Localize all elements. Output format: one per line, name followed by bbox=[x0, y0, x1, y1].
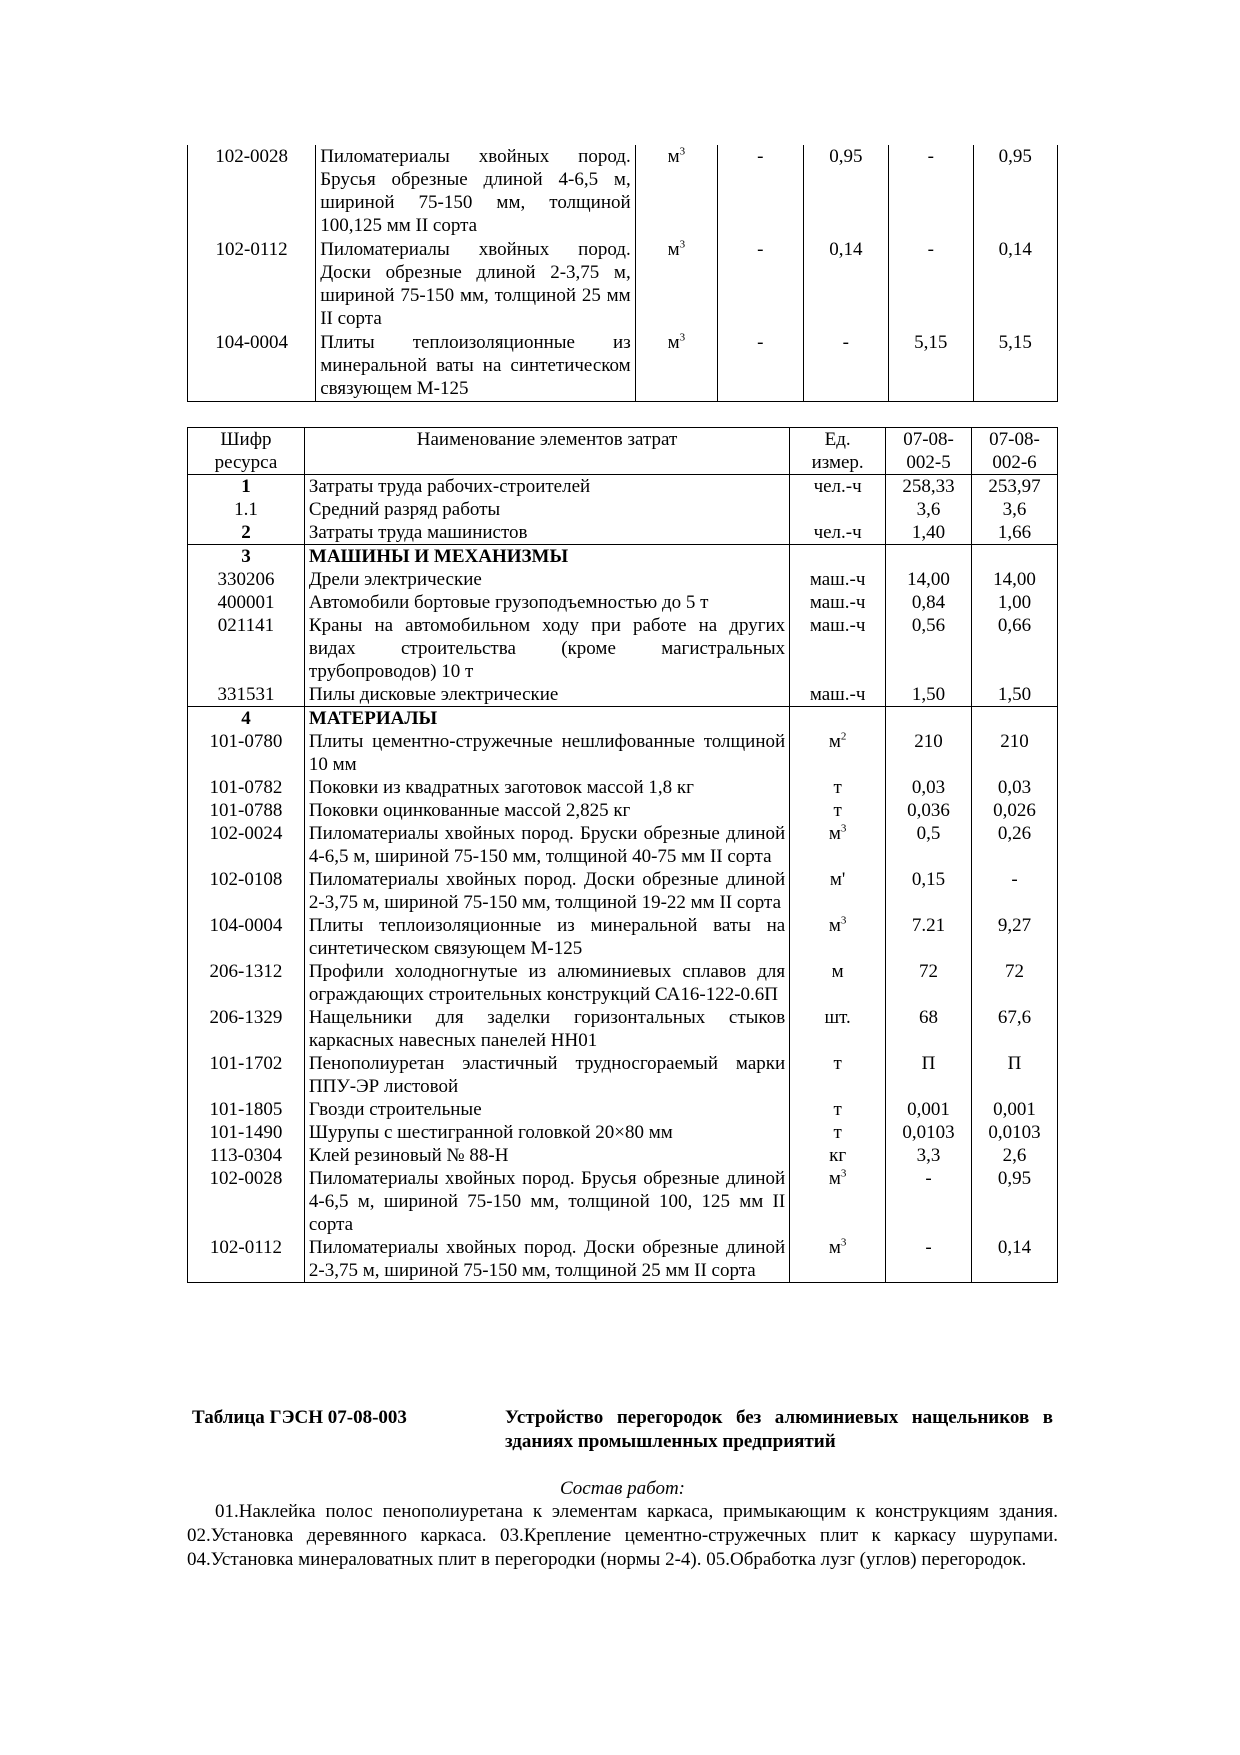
value: 253,97 bbox=[972, 475, 1058, 499]
value: 0,95 bbox=[973, 145, 1058, 238]
value: 0,0103 bbox=[972, 1121, 1058, 1144]
value: - bbox=[889, 238, 973, 331]
value: 0,5 bbox=[886, 822, 972, 868]
table-row bbox=[188, 960, 1058, 1006]
resource-code: 330206 bbox=[188, 568, 305, 591]
table-row bbox=[188, 1121, 1058, 1144]
table-row bbox=[188, 521, 1058, 545]
unit: $м^3$ bbox=[790, 822, 886, 868]
table-row bbox=[188, 568, 1058, 591]
unit: м bbox=[790, 960, 886, 1006]
resource-name: Дрели электрические bbox=[304, 568, 789, 591]
value: 9,27 bbox=[972, 914, 1058, 960]
value: - bbox=[718, 238, 803, 331]
resource-name: Затраты труда машинистов bbox=[304, 521, 789, 545]
table-row bbox=[188, 683, 1058, 707]
value: 0,84 bbox=[886, 591, 972, 614]
resource-name: Затраты труда рабочих-строителей bbox=[304, 475, 789, 499]
continuation-table bbox=[187, 145, 1058, 402]
unit: т bbox=[790, 1121, 886, 1144]
value: - bbox=[889, 145, 973, 238]
section-title: МАШИНЫ И МЕХАНИЗМЫ bbox=[304, 545, 789, 569]
value: 210 bbox=[886, 730, 972, 776]
value: 0,56 bbox=[886, 614, 972, 683]
value: 14,00 bbox=[886, 568, 972, 591]
value: 0,03 bbox=[972, 776, 1058, 799]
resource-table bbox=[187, 427, 1058, 1283]
table-row bbox=[188, 776, 1058, 799]
resource-name: Пиломатериалы хвойных пород. Доски обрезные длиной 2-3,75 м, шириной 75-150 мм, толщиной 25 мм II сорта bbox=[304, 1236, 789, 1283]
composition-text: 01.Наклейка полос пенополиуретана к элементам каркаса, примыкающим к конструкциям здания. 02.Установка деревянного каркаса. 03.Крепление цементно-стружечных плит к каркасу шурупами. 04.Установка минераловатных плит в перегородки (нормы 2-4). 05.Обработка лузг (углов) перегородок. bbox=[187, 1501, 1058, 1570]
table-code: Таблица ГЭСН 07-08-003 bbox=[192, 1407, 407, 1428]
table-row bbox=[188, 614, 1058, 683]
value: - bbox=[972, 868, 1058, 914]
value: 0,03 bbox=[886, 776, 972, 799]
unit: маш.-ч bbox=[790, 614, 886, 683]
value: 5,15 bbox=[889, 331, 973, 402]
value: 0,26 bbox=[972, 822, 1058, 868]
resource-code: 104-0004 bbox=[188, 331, 316, 402]
resource-name: Средний разряд работы bbox=[304, 498, 789, 521]
unit bbox=[790, 498, 886, 521]
value: - bbox=[886, 1236, 972, 1283]
unit: $м^3$ bbox=[635, 238, 717, 331]
resource-name: Плиты теплоизоляционные из минеральной ваты на синтетическом связующем М-125 bbox=[304, 914, 789, 960]
header-unit: Ед. измер. bbox=[790, 428, 886, 475]
table-row bbox=[188, 238, 1058, 331]
unit: кг bbox=[790, 1144, 886, 1167]
resource-name: Клей резиновый № 88-Н bbox=[304, 1144, 789, 1167]
table-row bbox=[188, 475, 1058, 499]
table-row bbox=[188, 1052, 1058, 1098]
value: 0,15 bbox=[886, 868, 972, 914]
table-row bbox=[188, 331, 1058, 402]
value: 0,001 bbox=[972, 1098, 1058, 1121]
header-code: Шифр ресурса bbox=[188, 428, 305, 475]
resource-code: 021141 bbox=[188, 614, 305, 683]
table-title: Устройство перегородок без алюминиевых нащельников в зданиях промышленных предприятий bbox=[505, 1407, 1053, 1452]
resource-name: Поковки из квадратных заготовок массой 1,8 кг bbox=[304, 776, 789, 799]
resource-code: 331531 bbox=[188, 683, 305, 707]
value: П bbox=[972, 1052, 1058, 1098]
table-row bbox=[188, 1167, 1058, 1236]
value: 1,00 bbox=[972, 591, 1058, 614]
unit: т bbox=[790, 1098, 886, 1121]
value: 72 bbox=[972, 960, 1058, 1006]
value: 0,66 bbox=[972, 614, 1058, 683]
unit: т bbox=[790, 1052, 886, 1098]
unit: т bbox=[790, 776, 886, 799]
unit: $м^2$ bbox=[790, 730, 886, 776]
resource-code: 400001 bbox=[188, 591, 305, 614]
resource-code: 101-1490 bbox=[188, 1121, 305, 1144]
resource-code: 1.1 bbox=[188, 498, 305, 521]
table-row bbox=[188, 868, 1058, 914]
value: 0,14 bbox=[972, 1236, 1058, 1283]
table-row bbox=[188, 1006, 1058, 1052]
header-col1: 07-08- 002-5 bbox=[886, 428, 972, 475]
table-row bbox=[188, 145, 1058, 238]
value: 2,6 bbox=[972, 1144, 1058, 1167]
section-code: 3 bbox=[188, 545, 305, 569]
resource-code: 104-0004 bbox=[188, 914, 305, 960]
value: 72 bbox=[886, 960, 972, 1006]
value: 3,3 bbox=[886, 1144, 972, 1167]
value: 1,50 bbox=[886, 683, 972, 707]
table-row bbox=[188, 591, 1058, 614]
resource-code: 102-0024 bbox=[188, 822, 305, 868]
value: - bbox=[718, 145, 803, 238]
header-col2: 07-08- 002-6 bbox=[972, 428, 1058, 475]
value: - bbox=[718, 331, 803, 402]
unit: маш.-ч bbox=[790, 568, 886, 591]
value: 0,036 bbox=[886, 799, 972, 822]
value: П bbox=[886, 1052, 972, 1098]
unit: т bbox=[790, 799, 886, 822]
resource-name: Пиломатериалы хвойных пород. Доски обрезные длиной 2-3,75 м, шириной 75-150 мм, толщиной 25 мм II сорта bbox=[316, 238, 636, 331]
value: 1,66 bbox=[972, 521, 1058, 545]
resource-code: 102-0108 bbox=[188, 868, 305, 914]
section-title: МАТЕРИАЛЫ bbox=[304, 707, 789, 731]
resource-name: Шурупы с шестигранной головкой 20×80 мм bbox=[304, 1121, 789, 1144]
value: 0,0103 bbox=[886, 1121, 972, 1144]
unit: $м^3$ bbox=[790, 1167, 886, 1236]
unit: $м^3$ bbox=[790, 1236, 886, 1283]
table-row bbox=[188, 498, 1058, 521]
resource-name: Пиломатериалы хвойных пород. Брусья обрезные длиной 4-6,5 м, шириной 75-150 мм, толщиной 100,125 мм II сорта bbox=[316, 145, 636, 238]
value: 1,50 bbox=[972, 683, 1058, 707]
value: - bbox=[886, 1167, 972, 1236]
resource-code: 206-1312 bbox=[188, 960, 305, 1006]
unit: чел.-ч bbox=[790, 521, 886, 545]
composition-heading: Состав работ: bbox=[559, 1478, 686, 1499]
value: 0,14 bbox=[973, 238, 1058, 331]
unit: шт. bbox=[790, 1006, 886, 1052]
resource-code: 101-0782 bbox=[188, 776, 305, 799]
value: 1,40 bbox=[886, 521, 972, 545]
resource-name: Автомобили бортовые грузоподъемностью до 5 т bbox=[304, 591, 789, 614]
resource-name: Профили холодногнутые из алюминиевых сплавов для ограждающих строительных конструкций СА16-122-0.6П bbox=[304, 960, 789, 1006]
unit: маш.-ч bbox=[790, 683, 886, 707]
resource-code: 2 bbox=[188, 521, 305, 545]
table-row bbox=[188, 730, 1058, 776]
resource-code: 1 bbox=[188, 475, 305, 499]
section-row-machines bbox=[188, 545, 1058, 569]
value: 258,33 bbox=[886, 475, 972, 499]
value: 0,026 bbox=[972, 799, 1058, 822]
value: 0,14 bbox=[803, 238, 888, 331]
table-header bbox=[188, 428, 1058, 475]
resource-name: Пенополиуретан эластичный трудносгораемый марки ППУ-ЭР листовой bbox=[304, 1052, 789, 1098]
table-row bbox=[188, 1236, 1058, 1283]
unit: маш.-ч bbox=[790, 591, 886, 614]
value: 67,6 bbox=[972, 1006, 1058, 1052]
resource-name: Поковки оцинкованные массой 2,825 кг bbox=[304, 799, 789, 822]
resource-code: 102-0028 bbox=[188, 145, 316, 238]
unit: чел.-ч bbox=[790, 475, 886, 499]
table-row bbox=[188, 822, 1058, 868]
value: 14,00 bbox=[972, 568, 1058, 591]
resource-name: Пилы дисковые электрические bbox=[304, 683, 789, 707]
resource-code: 113-0304 bbox=[188, 1144, 305, 1167]
value: 0,95 bbox=[972, 1167, 1058, 1236]
value: - bbox=[803, 331, 888, 402]
value: 210 bbox=[972, 730, 1058, 776]
resource-code: 101-0780 bbox=[188, 730, 305, 776]
resource-code: 102-0112 bbox=[188, 238, 316, 331]
resource-code: 206-1329 bbox=[188, 1006, 305, 1052]
table-row bbox=[188, 1098, 1058, 1121]
resource-name: Пиломатериалы хвойных пород. Бруски обрезные длиной 4-6,5 м, шириной 75-150 мм, толщиной 40-75 мм II сорта bbox=[304, 822, 789, 868]
resource-code: 101-1702 bbox=[188, 1052, 305, 1098]
resource-name: Гвозди строительные bbox=[304, 1098, 789, 1121]
resource-name: Пиломатериалы хвойных пород. Доски обрезные длиной 2-3,75 м, шириной 75-150 мм, толщиной 19-22 мм II сорта bbox=[304, 868, 789, 914]
resource-code: 102-0112 bbox=[188, 1236, 305, 1283]
value: 3,6 bbox=[972, 498, 1058, 521]
unit: $м^3$ bbox=[635, 145, 717, 238]
table-row bbox=[188, 914, 1058, 960]
table-row bbox=[188, 799, 1058, 822]
value: 0,001 bbox=[886, 1098, 972, 1121]
section-code: 4 bbox=[188, 707, 305, 731]
value: 68 bbox=[886, 1006, 972, 1052]
resource-name: Нащельники для заделки горизонтальных стыков каркасных навесных панелей НН01 bbox=[304, 1006, 789, 1052]
section-row-materials bbox=[188, 707, 1058, 731]
resource-name: Краны на автомобильном ходу при работе на других видах строительства (кроме магистральных трубопроводов) 10 т bbox=[304, 614, 789, 683]
resource-code: 101-1805 bbox=[188, 1098, 305, 1121]
value: 5,15 bbox=[973, 331, 1058, 402]
resource-code: 101-0788 bbox=[188, 799, 305, 822]
unit: м' bbox=[790, 868, 886, 914]
header-name: Наименование элементов затрат bbox=[304, 428, 789, 475]
table-row bbox=[188, 1144, 1058, 1167]
value: 7.21 bbox=[886, 914, 972, 960]
value: 0,95 bbox=[803, 145, 888, 238]
resource-name: Плиты теплоизоляционные из минеральной ваты на синтетическом связующем М-125 bbox=[316, 331, 636, 402]
resource-name: Пиломатериалы хвойных пород. Брусья обрезные длиной 4-6,5 м, шириной 75-150 мм, толщиной 100, 125 мм II сорта bbox=[304, 1167, 789, 1236]
unit: $м^3$ bbox=[635, 331, 717, 402]
unit: $м^3$ bbox=[790, 914, 886, 960]
resource-name: Плиты цементно-стружечные нешлифованные толщиной 10 мм bbox=[304, 730, 789, 776]
resource-code: 102-0028 bbox=[188, 1167, 305, 1236]
value: 3,6 bbox=[886, 498, 972, 521]
